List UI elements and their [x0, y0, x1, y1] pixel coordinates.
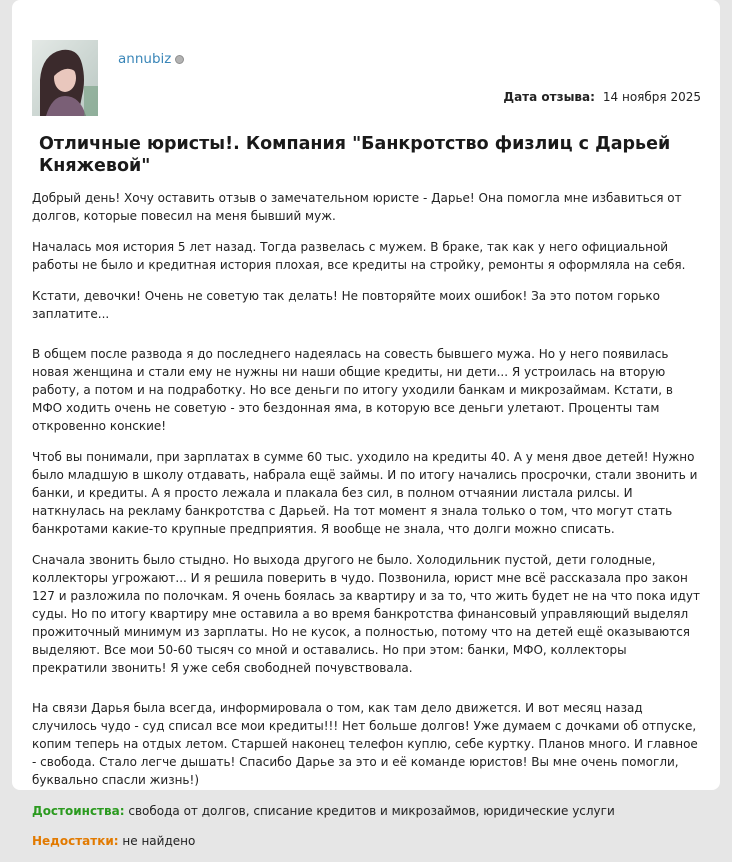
avatar-photo — [32, 40, 98, 116]
author-link[interactable] — [118, 51, 184, 67]
cons-row — [32, 832, 704, 850]
date-value: 14 ноября 2025 — [602, 90, 701, 104]
pros-row — [32, 802, 704, 820]
review-body — [32, 189, 704, 862]
cons-label: Недостатки: — [32, 834, 119, 848]
review-date — [503, 90, 701, 104]
review-card — [12, 0, 720, 848]
avatar[interactable] — [32, 40, 98, 116]
review-paragraph: Сначала звонить было стыдно. Но выхода другого не было. Холодильник пустой, дети голодные, коллекторы угрожают... И я решила поверить в чудо. Позвонила, юрист мне всё рассказала про закон 127 и разложила по полочкам. Я очень боялась за квартиру и за то, что жить будет не на что пока идут суды. Но по итогу квартиру мне оставила а во время банкротства финансовый управляющий выделял прожиточный минимум из зарплаты. Но не кусок, а полностью, потому что на детей ещё оказываются выделяют. Все мои 50-60 тысяч со мной и оставались. Но при этом: банки, МФО, коллекторы прекратили звонить! Я уже себя свободней почувствовала. — [32, 553, 700, 675]
review-paragraph: Началась моя история 5 лет назад. Тогда развелась с мужем. В браке, так как у него официальной работы не было и кредитная история плохая, все кредиты на стройку, ремонты я оформляла на себя. — [32, 240, 686, 272]
review-paragraph: Чтоб вы понимали, при зарплатах в сумме 60 тыс. уходило на кредиты 40. А у меня двое детей! Нужно было младшую в школу отдавать, набрала ещё займы. И по итогу начались просрочки, стали звонить и банки, и кредиты. А я просто лежала и плакала без сил, в полном отчаянии листала рилсы. И наткнулась на рекламу банкротства с Дарьей. На тот момент я знала только о том, что могут стать банкротами какие-то крупные предприятия. Я вообще не знала, что долги можно списать. — [32, 450, 698, 536]
review-paragraph: Кстати, девочки! Очень не советую так делать! Не повторяйте моих ошибок! За это потом горько заплатите... — [32, 289, 661, 321]
date-label: Дата отзыва: — [503, 90, 595, 104]
review-title: Отличные юристы!. Компания "Банкротство физлиц с Дарьей Княжевой" — [39, 134, 671, 176]
review-paragraph: Добрый день! Хочу оставить отзыв о замечательном юристе - Дарье! Она помогла мне избавиться от долгов, которые повесил на меня бывший муж. — [32, 191, 682, 223]
review-paragraph: В общем после развода я до последнего надеялась на совесть бывшего мужа. Но у него появилась новая женщина и стали ему не нужны ни наши общие кредиты, ни дети... Я устроилась на вторую работу, а потом и на подработку. Но все деньги по итогу уходили банкам и микрозаймам. Кстати, в МФО ходить очень не советую - это бездонная яма, в которую все деньги улетают. Проценты там откровенно конские! — [32, 347, 673, 433]
pros-label: Достоинства: — [32, 804, 125, 818]
cons-value: не найдено — [122, 834, 196, 848]
offline-status-icon — [175, 55, 184, 64]
pros-value: свобода от долгов, списание кредитов и микрозаймов, юридические услуги — [128, 804, 615, 818]
author-name[interactable]: annubiz — [118, 51, 172, 67]
review-paragraph: На связи Дарья была всегда, информировала о том, как там дело движется. И вот месяц назад случилось чудо - суд списал все мои кредиты!!! Нет больше долгов! Уже думаем с дочками об отпуске, копим теперь на отдых летом. Старшей наконец телефон куплю, себе куртку. Планов много. И главное - свобода. Стало легче дышать! Спасибо Дарье за это и её команде юристов! Вы мне очень помогли, буквально спасли жизнь!) — [32, 701, 698, 787]
review-meta — [32, 802, 704, 850]
